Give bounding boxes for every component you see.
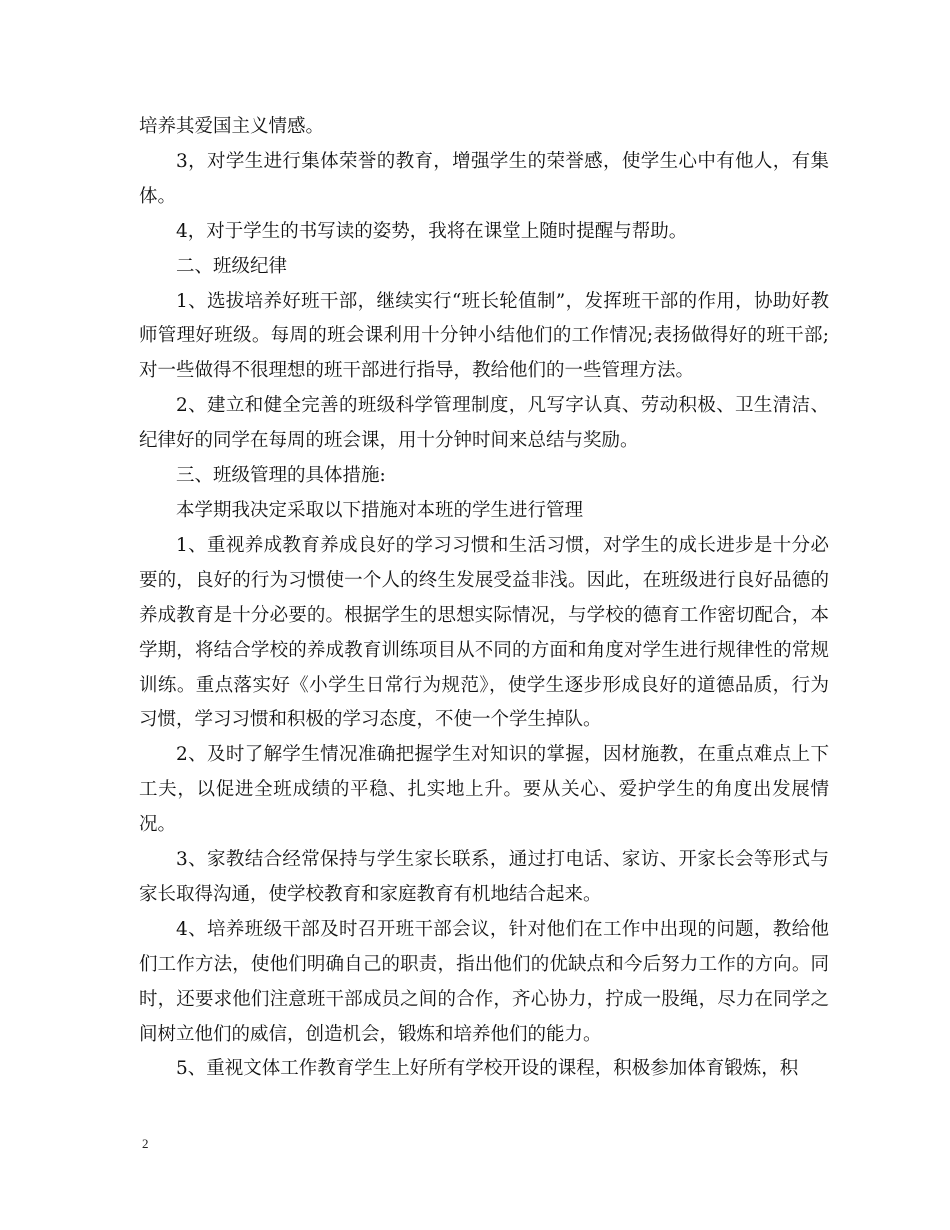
paragraph: 2、建立和健全完善的班级科学管理制度，凡写字认真、劳动积极、卫生清洁、纪律好的同学在每周的班会课，用十分钟时间来总结与奖励。 [139,395,829,452]
paragraph: 1、重视养成教育养成良好的学习习惯和生活习惯，对学生的成长进步是十分必要的，良好的行为习惯使一个人的终生发展受益非浅。因此，在班级进行良好品德的养成教育是十分必要的。根据学生的思想实际情况，与学校的德育工作密切配合，本学期，将结合学校的养成教育训练项目从不同的方面和角度对学生进行规律性的常规训练。重点落实好《小学生日常行为规范》，使学生逐步形成良好的道德品质，行为习惯，学习习惯和积极的学习态度，不使一个学生掉队。 [139,534,829,731]
document-body [139,110,829,1087]
paragraph: 3、家教结合经常保持与学生家长联系，通过打电话、家访、开家长会等形式与家长取得沟通，使学校教育和家庭教育有机地结合起来。 [139,849,829,905]
paragraph: 3，对学生进行集体荣誉的教育，增强学生的荣誉感，使学生心中有他人，有集体。 [139,150,829,207]
paragraph: 本学期我决定采取以下措施对本班的学生进行管理 [176,499,584,521]
paragraph: 培养其爱国主义情感。 [139,116,325,137]
paragraph: 4，对于学生的书写读的姿势，我将在课堂上随时提醒与帮助。 [176,220,688,242]
page-number: 2 [142,1136,149,1151]
paragraph: 5、重视文体工作教育学生上好所有学校开设的课程，积极参加体育锻炼，积 [176,1058,799,1080]
paragraph: 4、培养班级干部及时召开班干部会议，针对他们在工作中出现的问题，教给他们工作方法，使他们明确自己的职责，指出他们的优缺点和今后努力工作的方向。同时，还要求他们注意班干部成员之间的合作，齐心协力，拧成一股绳，尽力在同学之间树立他们的威信，创造机会，锻炼和培养他们的能力。 [139,918,829,1045]
section-heading: 三、班级管理的具体措施: [176,465,386,487]
paragraph: 2、及时了解学生情况准确把握学生对知识的掌握，因材施教，在重点难点上下工夫，以促进全班成绩的平稳、扎实地上升。要从关心、爱护学生的角度出发展情况。 [139,744,829,836]
section-heading: 二、班级纪律 [176,255,288,277]
paragraph: 1、选拔培养好班干部，继续实行“班长轮值制”，发挥班干部的作用，协助好教师管理好班级。每周的班会课利用十分钟小结他们的工作情况;表扬做得好的班干部;对一些做得不很理想的班干部进行指导，教给他们的一些管理方法。 [139,290,829,382]
